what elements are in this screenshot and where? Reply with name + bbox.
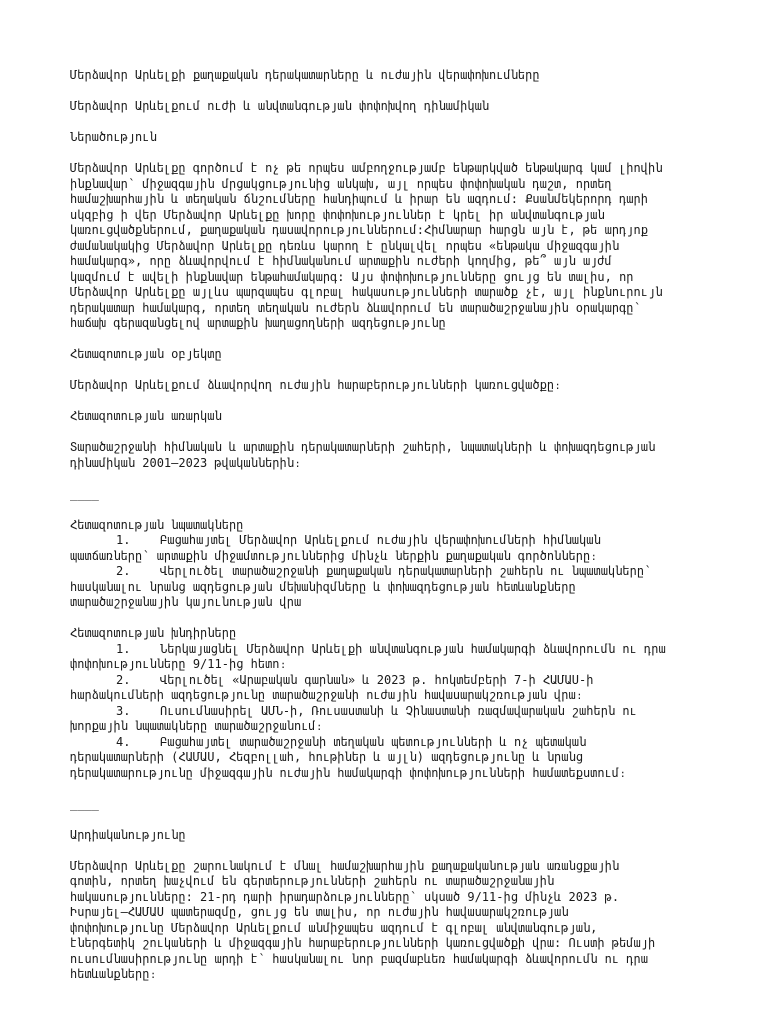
goals-heading: Հետազոտության նպատակները [70,517,244,532]
goal-line: տարածաշրջանային կայունության վրա [70,595,302,609]
goal-item [70,533,712,549]
goal-line: հասկանալու նրանց ազդեցության մեխանիզմները և փոխազդեցության հետևանքները [70,579,576,594]
intro-line: կառուցվածքներում, քաղաքական դասավորություններում:Հիմնարար հարցն այն է, թե արդյոք [70,223,648,237]
goal-line: Վերլուծել տարածաշրջանի քաղաքական դերակատարների շահերն ու նպատակները՝ [160,564,652,578]
intro-line: հաճախ գերազանցելով արտաքին խաղացողների ազդեցությունը [70,316,446,330]
intro-line: դերակատար համակարգ, որտեղ տեղական ուժերն ձևավորում են տարածաշրջանային օրակարգը՝ [70,300,641,315]
task-line: փոփոխությունները 9/11-ից հետո։ [70,657,287,671]
task-number: 4. [116,734,131,749]
relevance-line: հակասությունները: 21-րդ դարի իրադարձությունները՝ սկսած 9/11-ից մինչև 2023 թ. [70,889,620,904]
task-item [70,642,712,658]
relevance-line: ուսումնասիրությունը արդի է՝ հասկանալու նոր բազմաբևեռ համակարգի ձևավորումն ու դրա [70,951,648,966]
separator: ____ [70,486,99,501]
task-line: խորքային նպատակները տարածաշրջանում։ [70,719,323,733]
intro-line: համակարգ», որը ձևավորվում է հիմնականում արտաքին ուժերի կողմից, թե՞ այն այժմ [70,254,612,268]
relevance-line: Իսրայել–ՀԱՄԱՍ պատերազմը, ցույց են տալիս, որ ուժային հավասարակշռության [70,905,569,919]
task-line: Վերլուծել «Արաբական գարնան» և 2023 թ. հոկտեմբերի 7-ի ՀԱՄԱՍ-ի [160,672,594,687]
document-title: Մերձավոր Արևելքի քաղաքական դերակատարները և ուժային վերափոխումները [70,68,540,82]
task-line: դերակատարների (ՀԱՄԱՍ, Հեզբոլլահ, հութիներ և այլն) ազդեցությունը և նրանց [70,750,583,764]
task-number: 3. [116,703,131,718]
task-item [70,673,712,689]
intro-line: համաշխարհային և տեղական ճնշումները հանդիպում և իրար են ազդում: Քսանմեկերորդ դարի [70,192,648,206]
subject-heading: Հետազոտության առարկան [70,409,222,423]
task-item [70,735,712,751]
relevance-line: էներգետիկ շուկաների և միջազգային հարաբերությունների կառուցվածքի վրա: Ուստի թեմայի [70,936,656,950]
task-number: 1. [116,641,131,656]
relevance-line: հետևանքները։ [70,967,157,981]
separator: ____ [70,796,99,811]
subject-line: Տարածաշրջանի հիմնական և արտաքին դերակատարների շահերի, նպատակների և փոխազդեցության [70,440,656,454]
goal-line: Բացահայտել Մերձավոր Արևելքում ուժային վերափոխումների հիմնական [160,533,601,547]
goal-number: 2. [116,564,131,578]
subject-paragraph [70,440,712,471]
goals-section [70,518,712,611]
task-line: դերակատարությունը միջազգային ուժային համակարգի փոփոխությունների համատեքստում։ [70,765,627,780]
subject-line: դինամիկան 2001–2023 թվականներին։ [70,455,302,470]
intro-line: ինքնավար՝ միջազգային մրցակցությունից անկախ, այլ որպես փոփոխական դաշտ, որտեղ [70,176,612,191]
task-number: 2. [116,672,131,687]
relevance-paragraph [70,859,712,983]
task-item [70,704,712,720]
relevance-line: փոփոխությունը Մերձավոր Արևելքում անմիջապես ազդում է գլոբալ անվտանգության, [70,920,598,935]
relevance-heading: Արդիականությունը [70,827,186,842]
tasks-section [70,626,712,781]
document-subtitle: Մերձավոր Արևելքում ուժի և անվտանգության փոփոխվող դինամիկան [70,99,490,113]
goal-number: 1. [116,533,131,547]
task-line: Ուսումնասիրել ԱՄՆ-ի, Ռուսաստանի և Չինաստանի ռազմավարական շահերն ու [160,703,637,718]
intro-line: Մերձավոր Արևելքը գործում է ոչ թե որպես ամբողջությամբ ենթարկված ենթակարգ կամ լիովին [70,161,663,175]
tasks-heading: Հետազոտության խնդիրները [70,626,237,640]
intro-line: կազմում է ավելի ինքնավար ենթահամակարգ: Այս փոփոխությունները ցույց են տալիս, որ [70,269,634,284]
intro-paragraph [70,161,712,332]
relevance-line: Մերձավոր Արևելքը շարունակում է մնալ համաշխարհային քաղաքականության առանցքային [70,858,620,873]
task-line: Բացահայտել տարածաշրջանի տեղական պետությունների և ոչ պետական [160,734,587,749]
relevance-line: գոտին, որտեղ խաչվում են գերտերությունների շահերն ու տարածաշրջանային [70,874,555,888]
intro-heading: Ներածություն [70,130,157,144]
task-line: Ներկայացնել Մերձավոր Արևելքի անվտանգության համակարգի ձևավորումն ու դրա [160,641,666,656]
goal-item [70,564,712,580]
intro-line: Մերձավոր Արևելքը այլևս պարզապես գլոբալ հակասությունների տարածք չէ, այլ ինքնուրույն [70,285,663,299]
intro-line: սկզբից ի վեր Մերձավոր Արևելքը խորը փոփոխություններ է կրել իր անվտանգության [70,207,605,222]
intro-line: ժամանակակից Մերձավոր Արևելքը դեռևս կարող է ընկալվել որպես «ենթակա միջազգային [70,238,620,253]
object-text: Մերձավոր Արևելքում ձևավորվող ուժային հարաբերությունների կառուցվածքը։ [70,378,562,392]
goal-line: պատճառները՝ արտաքին միջամտություններից մինչև ներքին քաղաքական գործոնները։ [70,548,598,563]
task-line: հարձակումների ազդեցությունը տարածաշրջանի ուժային հավասարակշռության վրա։ [70,688,583,702]
object-heading: Հետազոտության օբյեկտը [70,347,222,361]
